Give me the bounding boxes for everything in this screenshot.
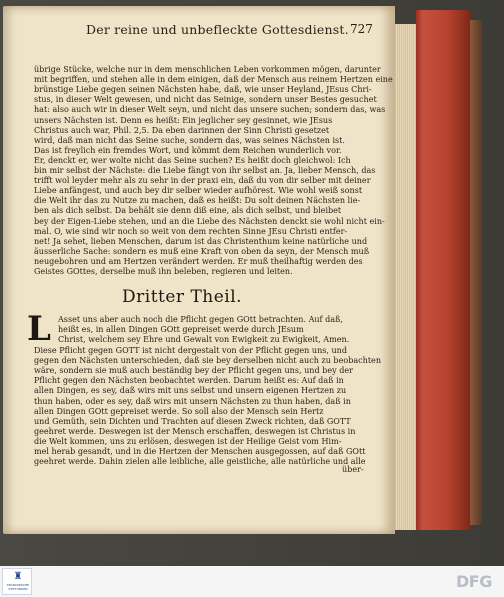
drop-cap: L xyxy=(27,309,51,349)
text-line: unsers Nächsten ist. Denn es heißt: Ein jeglicher sey gesinnet, wie JEsus xyxy=(34,115,333,125)
text-line: bey der Eigen-Liebe stehen, und an die Liebe des Nächsten denckt sie wohl nicht ein- xyxy=(34,216,385,226)
text-line: Christus auch war, Phil. 2,5. Da eben darinnen der Sinn Christi gesetzet xyxy=(34,125,330,135)
text-line: äusserliche Sache: sondern es muß eine Kraft von oben da seyn, der Mensch muß xyxy=(34,246,370,256)
text-line: Das ist freylich ein fremdes Wort, und kömmt dem Reichen wunderlich vor. xyxy=(34,145,342,155)
text-line: brünstige Liebe gegen seinen Nächsten habe, daß, wie unser Heyland, JEsus Chri- xyxy=(34,85,372,95)
text-line: allen Dingen, es sey, daß wirs mit uns selbst und unsern eigenen Hertzen zu xyxy=(34,386,347,396)
text-line: die Welt kommen, uns zu erlösen, deswegen ist der Heilige Geist vom Him- xyxy=(34,436,342,446)
text-line: geehret werde. Dahin zielen alle leibliche, alle geistliche, alle natürliche und alle xyxy=(34,457,366,467)
catchword: über- xyxy=(342,465,364,474)
book-cover xyxy=(416,10,472,530)
running-head: Der reine und unbefleckte Gottesdienst. xyxy=(86,22,349,37)
book-spine-edge xyxy=(470,20,482,525)
text-line: gegen den Nächsten unterschieden, daß sie bey derselben nicht auch zu beobachten xyxy=(34,356,382,366)
text-line: trifft wol leyder mehr als zu sehr in der praxi ein, daß du von dir selber mit deiner xyxy=(34,176,371,186)
text-line: heißt es, in allen Dingen GOtt gepreiset werde durch JEsum xyxy=(58,325,304,335)
text-line: bin mir selbst der Nächste: die Liebe fängt von ihr selbst an. Ja, lieber Mensch, das xyxy=(34,166,376,175)
text-line: Diese Pflicht gegen GOTT ist nicht dergestalt von der Pflicht gegen uns, und xyxy=(34,346,348,355)
text-line: geehret werde. Deswegen ist der Mensch erschaffen, deswegen ist Christus in xyxy=(34,426,356,436)
library-logo-icon: ♜ xyxy=(13,571,23,582)
text-line: Er, denckt er, wer wolte nicht das Seine suchen? Es heißt doch gleichwol: Ich xyxy=(34,155,351,165)
viewer-footer xyxy=(0,566,504,597)
text-line: Liebe anfängest, und auch bey dir selber wieder aufhörest. Wie wohl weiß sonst xyxy=(34,186,363,196)
text-line: mal. O, wie sind wir noch so weit von dem rechten Sinne JEsu Christi entfer- xyxy=(34,226,348,236)
text-line: die Welt ihr das zu Nutze zu machen, daß es heißt: Du solt deinen Nächsten lie- xyxy=(34,196,361,206)
text-line: hat: also auch wir in dieser Welt seyn, und nicht das unsere suchen; sondern das, was xyxy=(34,105,386,115)
text-line: ben als dich selbst. Da behält sie denn diß eine, als dich selbst, und bleibet xyxy=(34,206,342,216)
text-line: mel herab gesandt, und in die Hertzen der Menschen ausgegossen, auf daß GOtt xyxy=(34,447,366,456)
text-line: wird, daß man nicht das Seine suche, sondern das, was seines Nächsten ist. xyxy=(34,135,345,145)
text-line: und Gemüth, sein Dichten und Trachten auf diesen Zweck richten, daß GOTT xyxy=(34,416,351,426)
text-line: allen Dingen GOtt gepreiset werde. So soll also der Mensch sein Hertz xyxy=(34,406,324,416)
text-line: net! Ja sehet, lieben Menschen, darum ist das Christenthum keine natürliche und xyxy=(34,236,368,246)
text-line: Christ, welchem sey Ehre und Gewalt von Ewigkeit zu Ewigkeit, Amen. xyxy=(58,335,350,345)
text-line: mit begriffen, und stehen alle in dem einigen, daß der Mensch aus reinem Hertzen eine xyxy=(34,75,393,85)
text-line: Asset uns aber auch noch die Pflicht gegen GOtt betrachten. Auf daß, xyxy=(58,315,343,324)
text-line: Geistes GOttes, derselbe muß ihn beleben, regieren und leiten. xyxy=(34,267,293,276)
text-line: wäre, sondern sie muß auch beständig bey der Pflicht gegen uns, und bey der xyxy=(34,366,353,376)
sponsor-logo[interactable]: DFG xyxy=(456,572,492,591)
text-line: Pflicht gegen den Nächsten beobachtet werden. Darum heißt es: Auf daß in xyxy=(34,376,344,386)
library-logo[interactable] xyxy=(2,568,32,595)
text-line: stus, in dieser Welt gewesen, und nicht das Seinige, sondern unser Bestes gesuchet xyxy=(34,95,377,105)
page-edges xyxy=(392,24,418,530)
section-title: Dritter Theil. xyxy=(122,287,243,307)
library-logo-text: FRANCKESCHE STIFTUNGEN xyxy=(6,583,30,591)
page-number: 727 xyxy=(350,22,373,36)
text-line: neugebohren und am Hertzen verändert werden. Er muß theilhaftig werden des xyxy=(34,256,363,266)
text-line: übrige Stücke, welche nur in dem menschlichen Leben vorkommen mögen, darunter xyxy=(34,65,381,74)
text-line: thun haben, oder es sey, daß wirs mit unsern Nächsten zu thun haben, daß in xyxy=(34,396,351,406)
